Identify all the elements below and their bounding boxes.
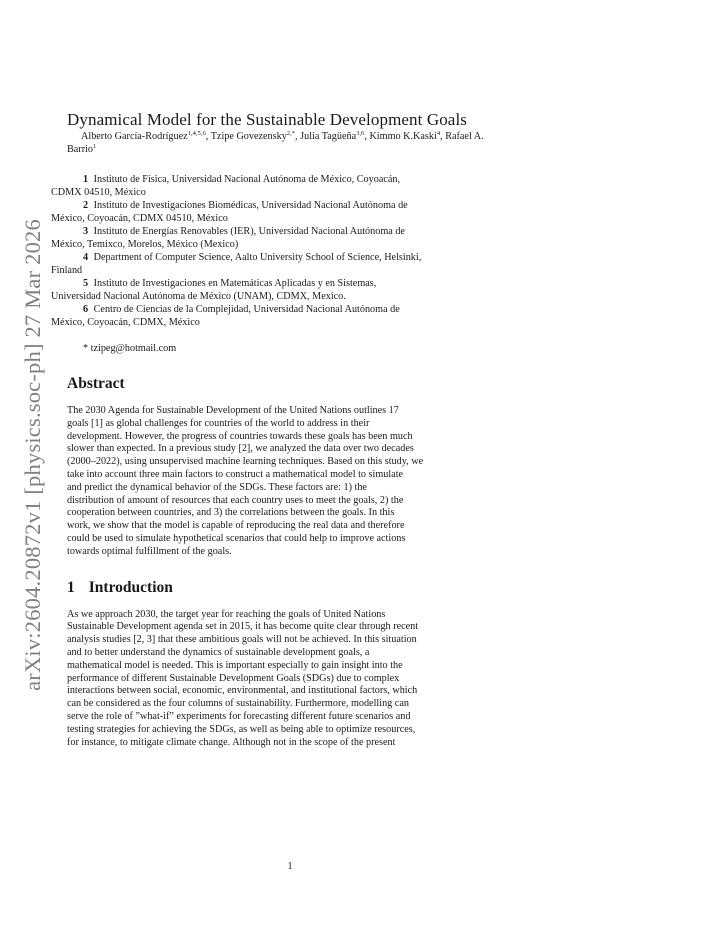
author-affiliation-marker: 3,6 xyxy=(356,130,365,137)
affiliation-item xyxy=(51,199,513,225)
text-line: can be considered as the four columns of sustainability. Furthermore, modelling can xyxy=(67,698,409,710)
text-line: work, we show that the model is capable of reproducing the real data and therefore xyxy=(67,520,405,532)
affiliation-item xyxy=(51,277,513,303)
affiliation-number: 3 xyxy=(83,226,89,237)
text-line: development. However, the progress of countries towards these goals has been much xyxy=(67,430,413,442)
text-line: (2000–2022), using unsupervised machine learning techniques. Based on this study, we xyxy=(67,456,424,468)
affiliation-text: México, Coyoacán, CDMX, México xyxy=(51,317,200,328)
text-line: take into account three main factors to construct a mathematical model to simulate xyxy=(67,468,404,480)
affiliation-text: Finland xyxy=(51,265,83,276)
abstract-text xyxy=(67,405,513,559)
affiliation-text: Instituto de Energías Renovables (IER), Universidad Nacional Autónoma de xyxy=(93,226,405,237)
text-line: slower than expected. In a previous study [2], we analyzed the data over two decades xyxy=(67,443,414,455)
text-line: testing strategies for achieving the SDGs, as well as being able to optimize resources, xyxy=(67,723,416,735)
affiliation-item xyxy=(51,251,513,277)
text-line: mathematical model is needed. This is important especially to gain insight into the xyxy=(67,659,403,671)
text-line: goals [1] as global challenges for countries of the world to address in their xyxy=(67,417,370,429)
text-line: performance of different Sustainable Development Goals (SDGs) due to complex xyxy=(67,672,400,684)
page-number: 1 xyxy=(287,861,293,872)
paper-title: Dynamical Model for the Sustainable Development Goals xyxy=(67,110,467,129)
introduction-text xyxy=(67,609,513,750)
affiliation-item xyxy=(51,225,513,251)
text-line: As we approach 2030, the target year for reaching the goals of United Nations xyxy=(67,608,386,620)
introduction-heading xyxy=(67,579,513,597)
text-line: towards optimal fulfillment of the goals. xyxy=(67,545,232,557)
affiliation-number: 2 xyxy=(83,200,89,211)
text-line: could be used to simulate hypothetical scenarios that could help to improve actions xyxy=(67,532,406,544)
author-list: Alberto García-Rodríguez$^{1,4,5,6}$, Tzipe Govezensky$^{2,*}$, Julia Tagüeña$^{3,6}$, Kimmo K.Kaski$^4$, Rafael A. Barrio$^1$ xyxy=(67,130,484,155)
author-affiliation-marker: 1,4,5,6 xyxy=(187,130,206,137)
affiliation-number: 5 xyxy=(83,278,89,289)
arxiv-identifier[interactable]: arXiv:2604.20872v1 [physics.soc-ph] 27 Mar 2026 xyxy=(20,219,45,691)
paper-content xyxy=(51,110,513,749)
arxiv-side-stamp xyxy=(8,215,58,695)
text-line: Sustainable Development agenda set in 2015, it has become quite clear through recent xyxy=(67,621,419,633)
affiliation-text: Instituto de Investigaciones en Matemáticas Aplicadas y en Sistemas, xyxy=(93,278,377,289)
affiliation-number: 1 xyxy=(83,174,89,185)
text-line: cooperation between countries, and 3) the correlations between the goals. In this xyxy=(67,507,395,519)
affiliation-text: Instituto de Física, Universidad Nacional Autónoma de México, Coyoacán, xyxy=(93,174,401,185)
author-name: Rafael A. Barrio xyxy=(67,131,484,155)
affiliation-number: 4 xyxy=(83,252,89,263)
section-title: Introduction xyxy=(88,578,173,596)
text-line: The 2030 Agenda for Sustainable Development of the United Nations outlines 17 xyxy=(67,405,399,416)
affiliation-text: Centro de Ciencias de la Complejidad, Universidad Nacional Autónoma de xyxy=(93,304,400,315)
text-line: interactions between social, economic, environmental, and institutional factors, which xyxy=(67,685,418,697)
affiliation-item xyxy=(51,303,513,329)
text-line: analysis studies [2, 3] that these ambitious goals will not be achieved. In this situation xyxy=(67,634,417,646)
author-name: Kimmo K.Kaski xyxy=(369,131,437,142)
text-line: for instance, to mitigate climate change. Although not in the scope of the present xyxy=(67,736,396,748)
corresponding-author-email[interactable]: * tzipeg@hotmail.com xyxy=(83,343,177,354)
affiliation-item xyxy=(51,173,513,199)
author-name: Julia Tagüeña xyxy=(300,131,357,142)
author-name: Tzipe Govezensky xyxy=(210,131,287,142)
abstract-heading: Abstract xyxy=(67,375,125,392)
affiliation-text: CDMX 04510, México xyxy=(51,187,146,198)
text-line: distribution of amount of resources that each country uses to meet the goals, 2) the xyxy=(67,494,404,506)
affiliation-number: 6 xyxy=(83,304,89,315)
author-affiliation-marker: 2,* xyxy=(286,130,296,137)
affiliation-list xyxy=(51,173,513,329)
text-line: and to better understand the dynamics of sustainable development goals, a xyxy=(67,646,370,658)
affiliation-text: México, Coyoacán, CDMX 04510, México xyxy=(51,213,228,224)
author-name: Alberto García-Rodríguez xyxy=(81,131,188,142)
affiliation-text: Department of Computer Science, Aalto University School of Science, Helsinki, xyxy=(93,252,422,263)
text-line: and predict the dynamical behavior of the SDGs. These factors are: 1) the xyxy=(67,481,367,493)
text-line: serve the role of ”what-if” experiments for forecasting different future scenarios and xyxy=(67,710,411,722)
affiliation-text: Universidad Nacional Autónoma de México (UNAM), CDMX, Mexico. xyxy=(51,291,346,302)
author-affiliation-marker: 4 xyxy=(436,130,441,137)
affiliation-text: Instituto de Investigaciones Biomédicas, Universidad Nacional Autónoma de xyxy=(93,200,408,211)
affiliation-text: México, Temixco, Morelos, México (Mexico) xyxy=(51,239,239,250)
section-number: 1 xyxy=(67,578,75,596)
author-affiliation-marker: 1 xyxy=(93,143,97,150)
